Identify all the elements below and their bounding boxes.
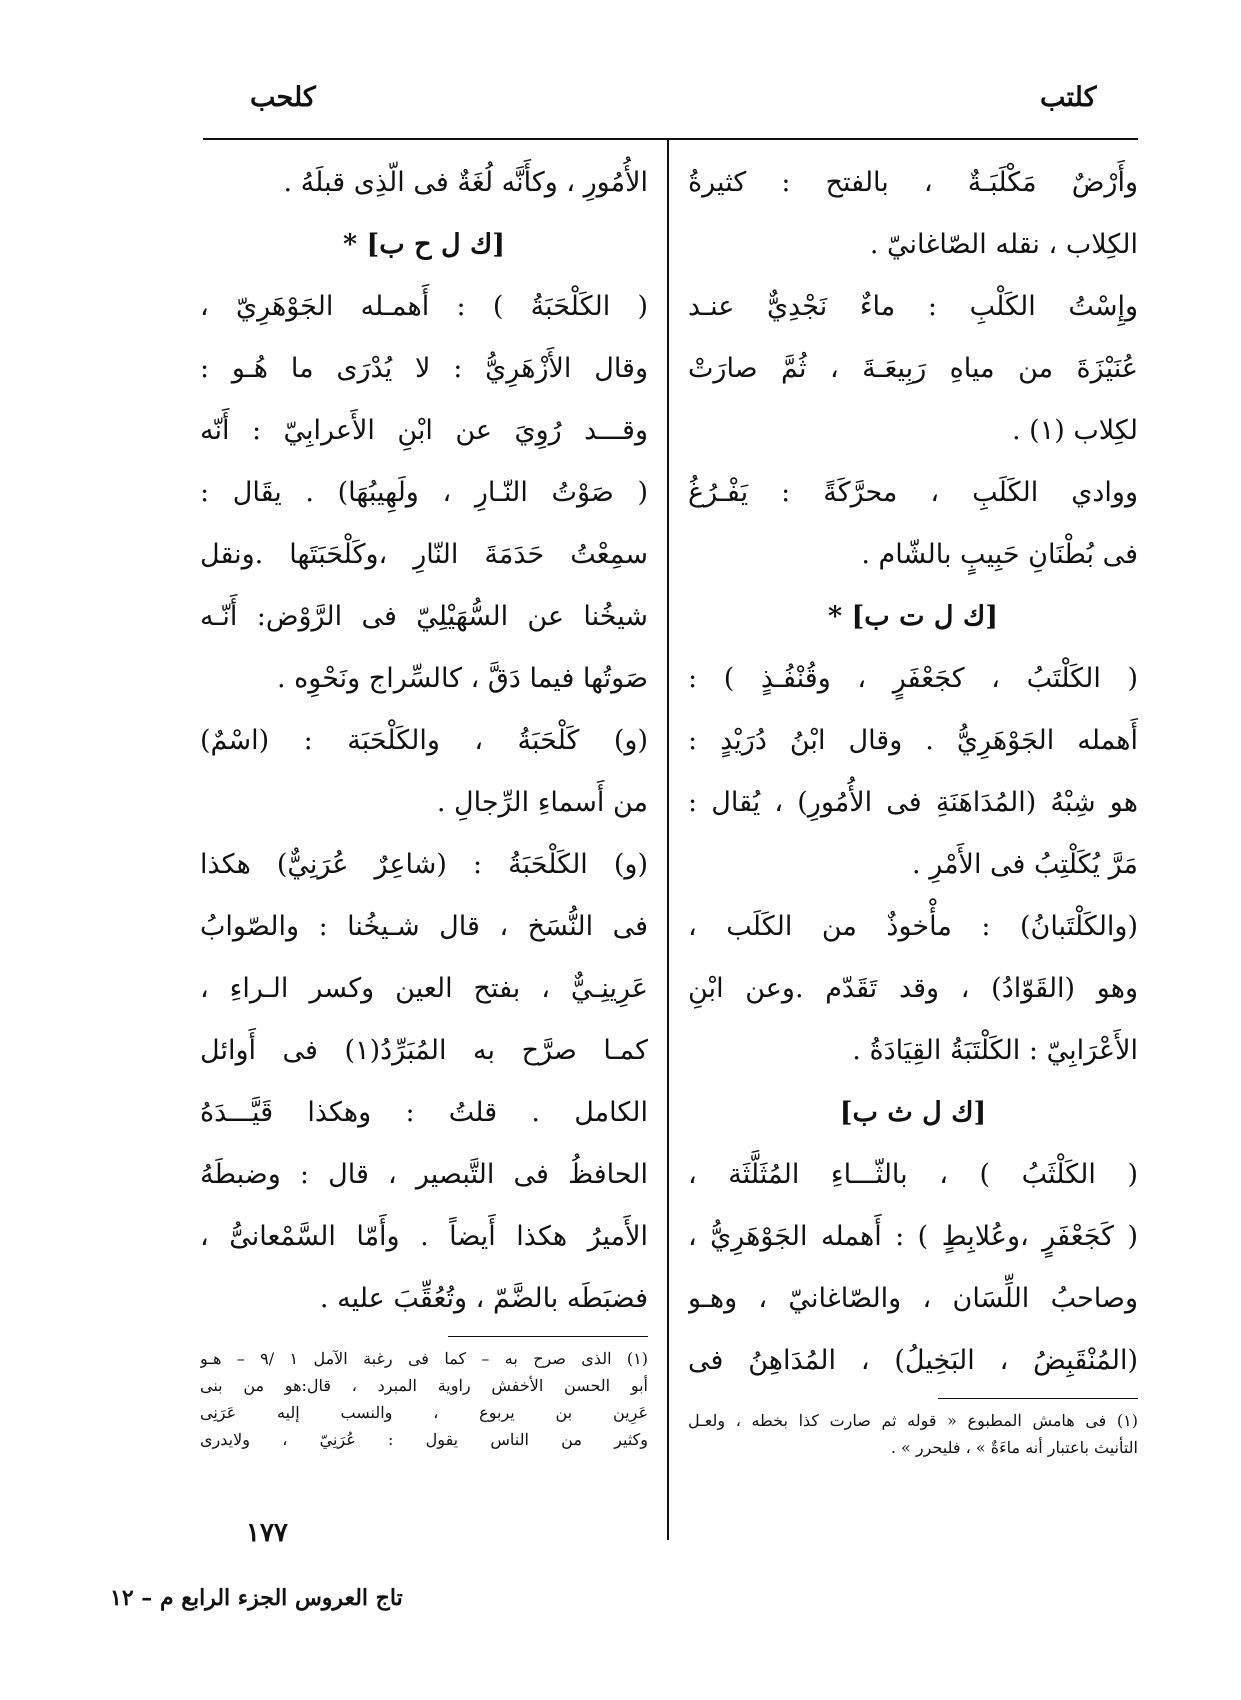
right-column	[688, 152, 1138, 1461]
text-line: (و) كَلْحَبَةُ ، والكَلْحَبَة : (اسْمٌ)	[200, 725, 648, 756]
text-line: ( الكَلْحَبَةُ ) : أَهمـله الجَوْهَرِيّ ،	[200, 291, 648, 322]
root-heading: [ك ل ح ب] *	[343, 229, 505, 260]
text-line: شيخُنا عن السُّهَيْلِيّ فى الرَّوْض: أَنّـه	[200, 601, 648, 632]
footnote-rule	[938, 1398, 1138, 1399]
text-line: (والكَلْتَبانُ) : مأْخوذٌ من الكَلَب ،	[688, 911, 1138, 942]
text-line: (و) الكَلْحَبَةُ : (شاعِرٌ عُرَنِيٌّ) هكذا	[200, 849, 648, 880]
text-line: وهو (القَوّادُ) ، وقد تَقَدّم .وعن ابْنِ	[688, 973, 1138, 1004]
text-line: الأَميرُ هكذا أَيضاً . وأَمّا السَّمْعانىُّ ،	[200, 1221, 648, 1252]
text-line: هو شِبْهُ (المُدَاهَنَةِ فى الأُمُورِ) ، يُقال :	[688, 787, 1138, 818]
text-line: ووادي الكَلَبِ ، محرَّكَةً : يَفْـرُغُ	[688, 477, 1138, 508]
running-header-left: كلحب	[250, 82, 316, 113]
text-line: (المُنْقَبِضُ ، البَخِيلُ) ، المُدَاهِنُ فى	[688, 1345, 1138, 1376]
text-line: سمِعْتُ حَدَمَةَ النّارِ ،وكَلْحَبَتَها .ونقل	[200, 539, 648, 570]
column-divider	[667, 140, 669, 1540]
running-header-right: كلتب	[1040, 82, 1097, 113]
text-line: لكِلاب (١) .	[1011, 415, 1138, 446]
text-line: مَرَّ يُكَلْتِبُ فى الأَمْرِ .	[912, 849, 1138, 880]
text-line: وأَرْضٌ مَكْلَبَـةٌ ، بالفتح : كثيرةُ	[688, 167, 1138, 198]
text-line: الكِلاب ، نقله الصّاغانيّ .	[869, 229, 1138, 260]
left-column	[200, 152, 648, 1453]
text-line: من أَسماءِ الرِّجالِ .	[436, 787, 648, 818]
text-line: عَرِينِـيٌّ ، بفتح العين وكسر الـراءِ ،	[200, 973, 648, 1004]
root-heading: [ك ل ث ب]	[839, 1097, 987, 1128]
text-line: الكامل . قلتُ : وهكذا قَيَّـــدَهُ	[200, 1097, 648, 1128]
text-line: عُنَيْزَةَ من مياهِ رَبِيعَـةَ ، ثُمَّ صارَتْ	[688, 353, 1138, 384]
text-line: أَهمله الجَوْهَرِيُّ . وقال ابْنُ دُرَيْدٍ :	[688, 725, 1138, 756]
text-line: الأُمُورِ ، وكأَنَّه لُغَةٌ فى الّذِى قبلَهُ .	[283, 167, 648, 198]
text-line: وإِسْتُ الكَلْبِ : ماءٌ نَجْدِيٌّ عنـد	[688, 291, 1138, 322]
text-line: وقال الأَزْهَرِيُّ : لا يُدْرَى ما هُـو :	[200, 353, 648, 384]
text-line: فى بُطْنَانِ حَبِيبٍ بالشّام .	[861, 539, 1138, 570]
footnote-line: (١) فى هامش المطبوع « قوله ثم صارت كذا بخطه ، ولعـل	[688, 1411, 1138, 1430]
text-line: صَوتُها فيما دَقَّ ، كالسِّراج ونَحْوِه .	[276, 663, 648, 694]
footnote-line: التأنيث باعتبار أنه ماءَةٌ » ، فليحرر » .	[890, 1438, 1138, 1457]
footnote-line: (١) الذى صرح به – كما فى رغبة الآمل ١ /٩ – هـو	[200, 1349, 648, 1368]
page-number: ١٧٧	[246, 1518, 288, 1548]
root-heading: [ك ل ت ب] *	[828, 601, 998, 632]
footnote-line: أبو الحسن الأخفش راوية المبرد ، قال:هو من بنى	[200, 1376, 648, 1395]
text-line: وصاحبُ اللِّسَان ، والصّاغانيّ ، وهـو	[688, 1283, 1138, 1314]
footnote-line: وكثير من الناس يقول : عُرَنِيّ ، ولايدرى	[200, 1430, 648, 1449]
text-line: وقـــد رُوِيَ عن ابْنِ الأَعرابِيّ : أَنّه	[200, 415, 648, 446]
text-line: ( الكَلْثَبُ ) ، بالثّـــاءِ المُثَلَّثَة ،	[688, 1159, 1138, 1190]
text-line: فى النُّسَخ ، قال شـيخُنا : والصّوابُ	[200, 911, 648, 942]
footnote-line: عَرِين بن يربوع ، والنسب إليه عَرَنِى	[200, 1403, 648, 1422]
text-line: كمـا صرَّح به المُبَرِّدُ(١) فى أَوائل	[200, 1035, 648, 1066]
footer-signature-line: تاج العروس الجزء الرابع م – ١٢	[110, 1585, 403, 1611]
header-rule	[203, 138, 1138, 140]
text-line: الحافظُ فى التَّبصير ، قال : وضبطَهُ	[200, 1159, 648, 1190]
text-line: الأَعْرَابِيّ : الكَلْتَبَةُ القِيَادَةُ .	[852, 1035, 1138, 1066]
text-line: فضبَطَه بالضَّمّ ، وتُعُقِّبَ عليه .	[319, 1283, 648, 1314]
footnote-rule	[448, 1336, 648, 1337]
text-line: ( الكَلْتَبُ ، كجَعْفَرٍ ، وقُنْفُـذٍ ) :	[688, 663, 1138, 694]
text-line: ( كَجَعْفَرٍ ،وعُلابِطٍ ) : أَهمله الجَوْهَرِيُّ ،	[688, 1221, 1138, 1252]
text-line: ( صَوْتُ النّـارِ ، ولَهِيبُهَا) . يقَال :	[200, 477, 648, 508]
